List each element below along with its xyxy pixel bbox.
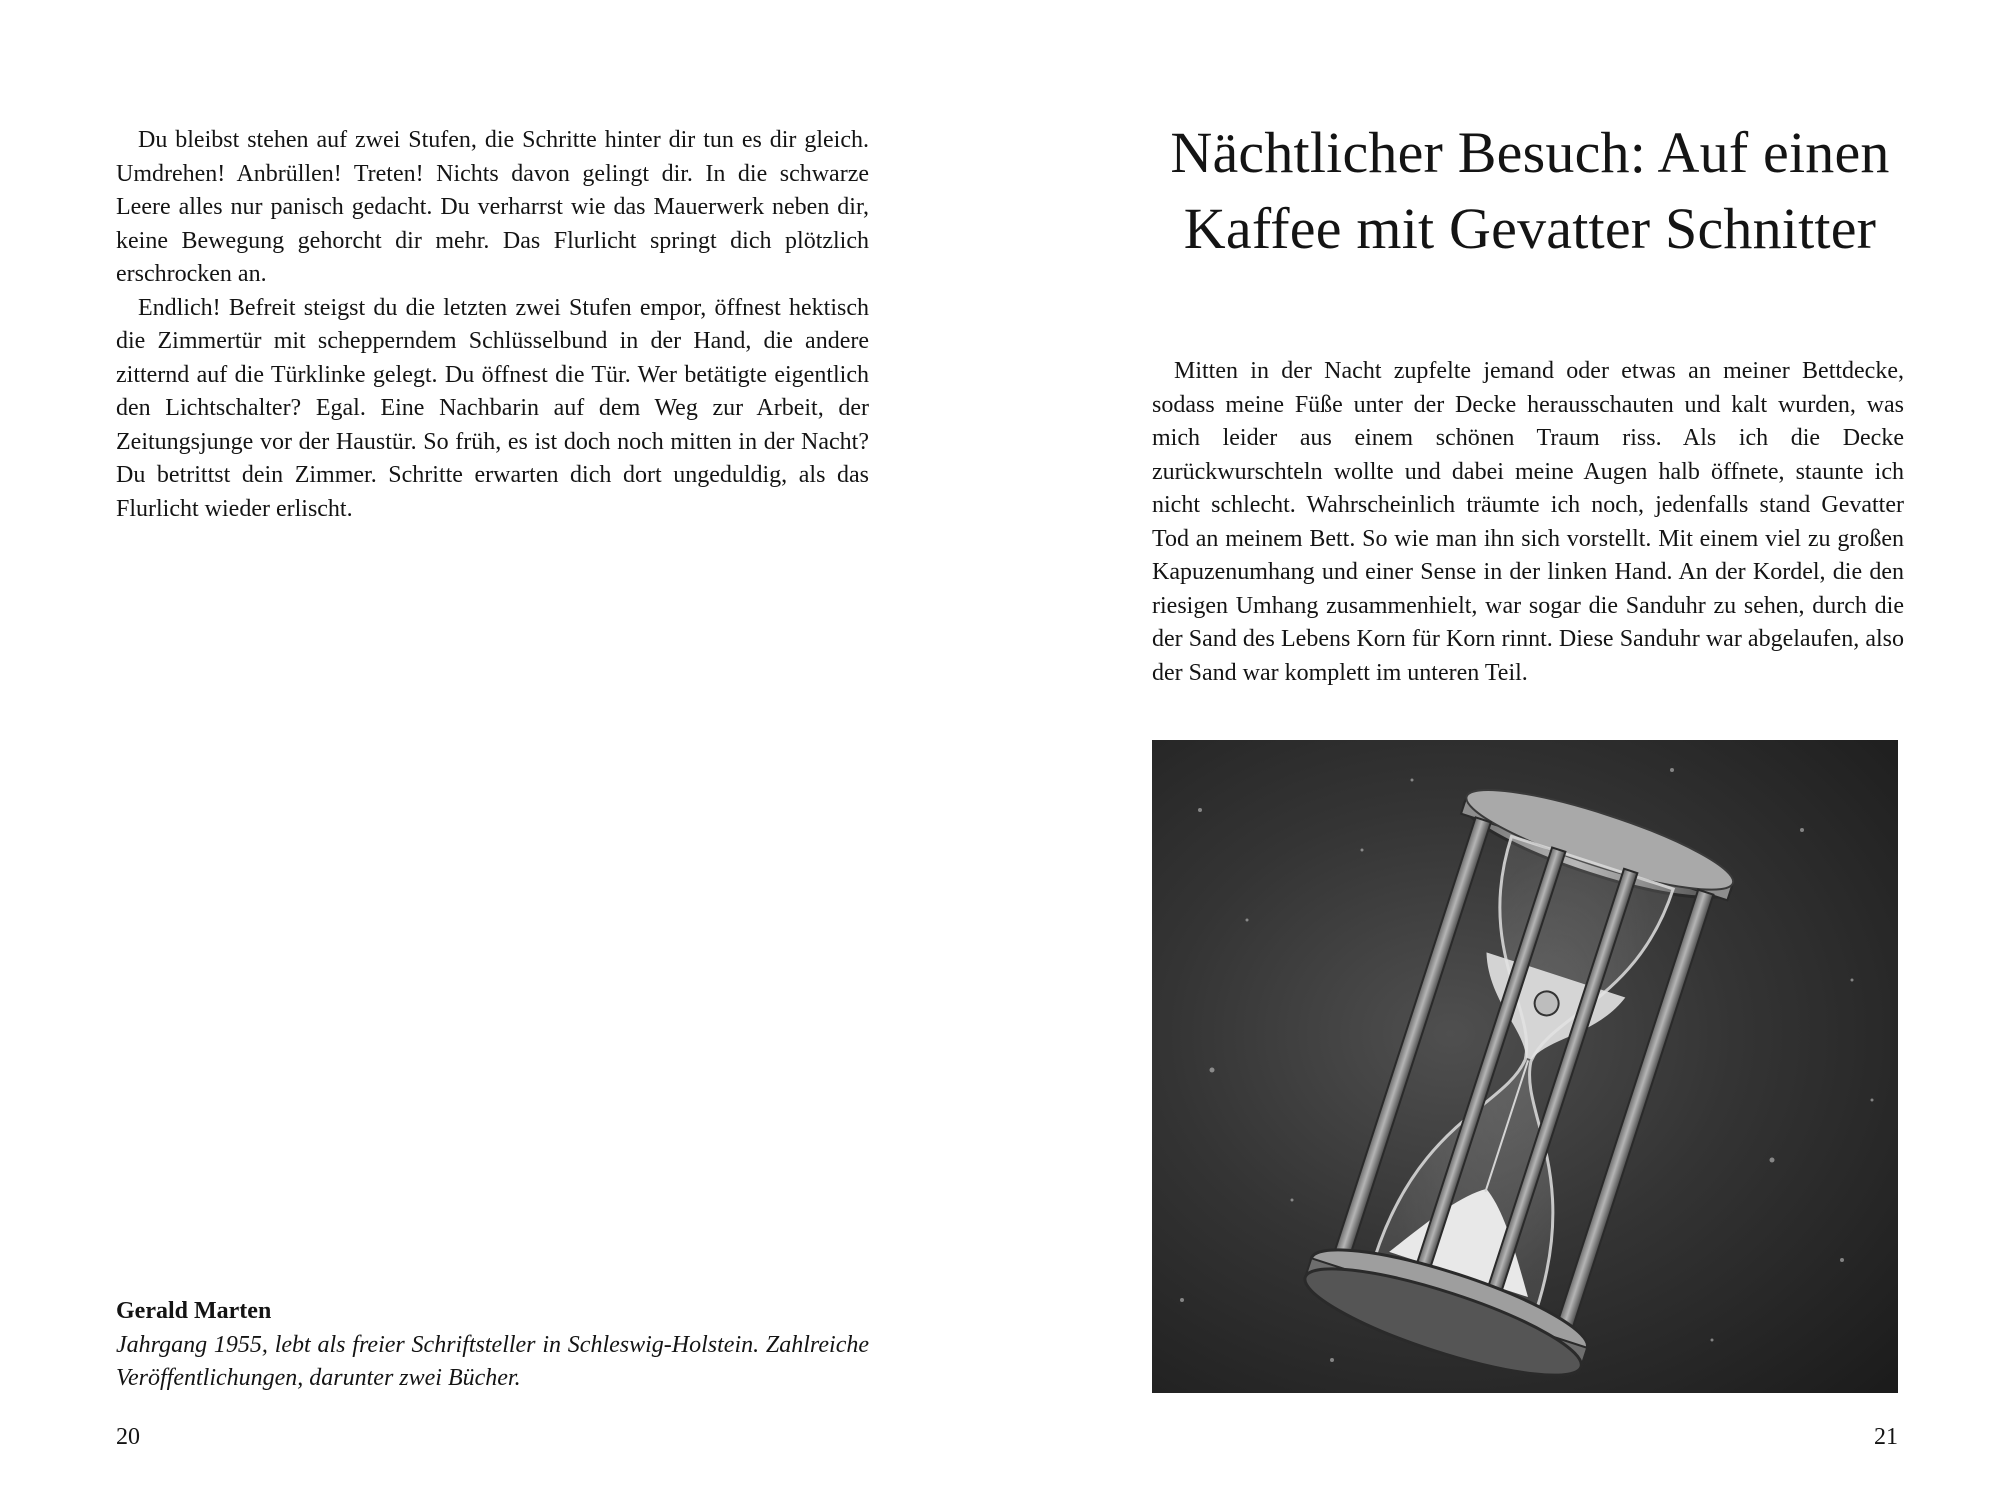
story-opening-text <box>1152 355 1904 690</box>
author-bio <box>116 1295 869 1396</box>
hourglass-icon <box>1152 740 1898 1393</box>
paragraph: Endlich! Befreit steigst du die letzten zwei Stufen empor, öffnest hektisch die Zimmertür mit schepperndem Schlüsselbund in der Hand, die andere zitternd auf die Türklinke gelegt. Du öffnest die Tür. Wer betätigte eigentlich den Lichtschalter? Egal. Eine Nachbarin auf dem Weg zur Arbeit, der Zeitungsjunge vor der Haustür. So früh, es ist doch noch mitten in der Nacht? Du betrittst dein Zimmer. Schritte erwarten dich dort ungeduldig, als das Flurlicht wieder erlischt. <box>116 294 869 522</box>
hourglass-illustration <box>1152 740 1898 1393</box>
author-name: Gerald Marten <box>116 1298 272 1324</box>
right-page <box>1000 0 2000 1503</box>
paragraph: Du bleibst stehen auf zwei Stufen, die Schritte hinter dir tun es dir gleich. Umdrehen! Anbrüllen! Treten! Nichts davon gelingt dir. In die schwarze Leere alles nur panisch gedacht. Du verharrst wie das Mauerwerk neben dir, keine Bewegung gehorcht dir mehr. Das Flurlicht springt dich plötzlich erschrocken an. <box>116 127 869 287</box>
page-number-right: 21 <box>1874 1424 1898 1450</box>
author-description: Jahrgang 1955, lebt als freier Schriftsteller in Schleswig-Holstein. Zahlreiche Veröffentlichungen, darunter zwei Bücher. <box>116 1331 869 1391</box>
title-line-1: Nächtlicher Besuch: Auf einen <box>1170 120 1890 185</box>
story-ending-text <box>116 124 869 526</box>
paragraph: Mitten in der Nacht zupfelte jemand oder etwas an meiner Bettdecke, sodass meine Füße unter der Decke herausschauten und kalt wurden, was mich leider aus einem schönen Traum riss. Als ich die Decke zurückwurschteln wollte und dabei meine Augen halb öffnete, staunte ich nicht schlecht. Wahrscheinlich träumte ich noch, jedenfalls stand Gevatter Tod an meinem Bett. So wie man ihn sich vorstellt. Mit einem viel zu großen Kapuzenumhang und einer Sense in der linken Hand. An der Kordel, die den riesigen Umhang zusammenhielt, war sogar die Sanduhr zu sehen, durch die der Sand des Lebens Korn für Korn rinnt. Diese Sanduhr war abgelaufen, also der Sand war komplett im unteren Teil. <box>1152 358 1904 686</box>
title-line-2: Kaffee mit Gevatter Schnitter <box>1183 196 1877 261</box>
story-title <box>1120 115 1940 267</box>
page-number-left: 20 <box>116 1424 140 1450</box>
